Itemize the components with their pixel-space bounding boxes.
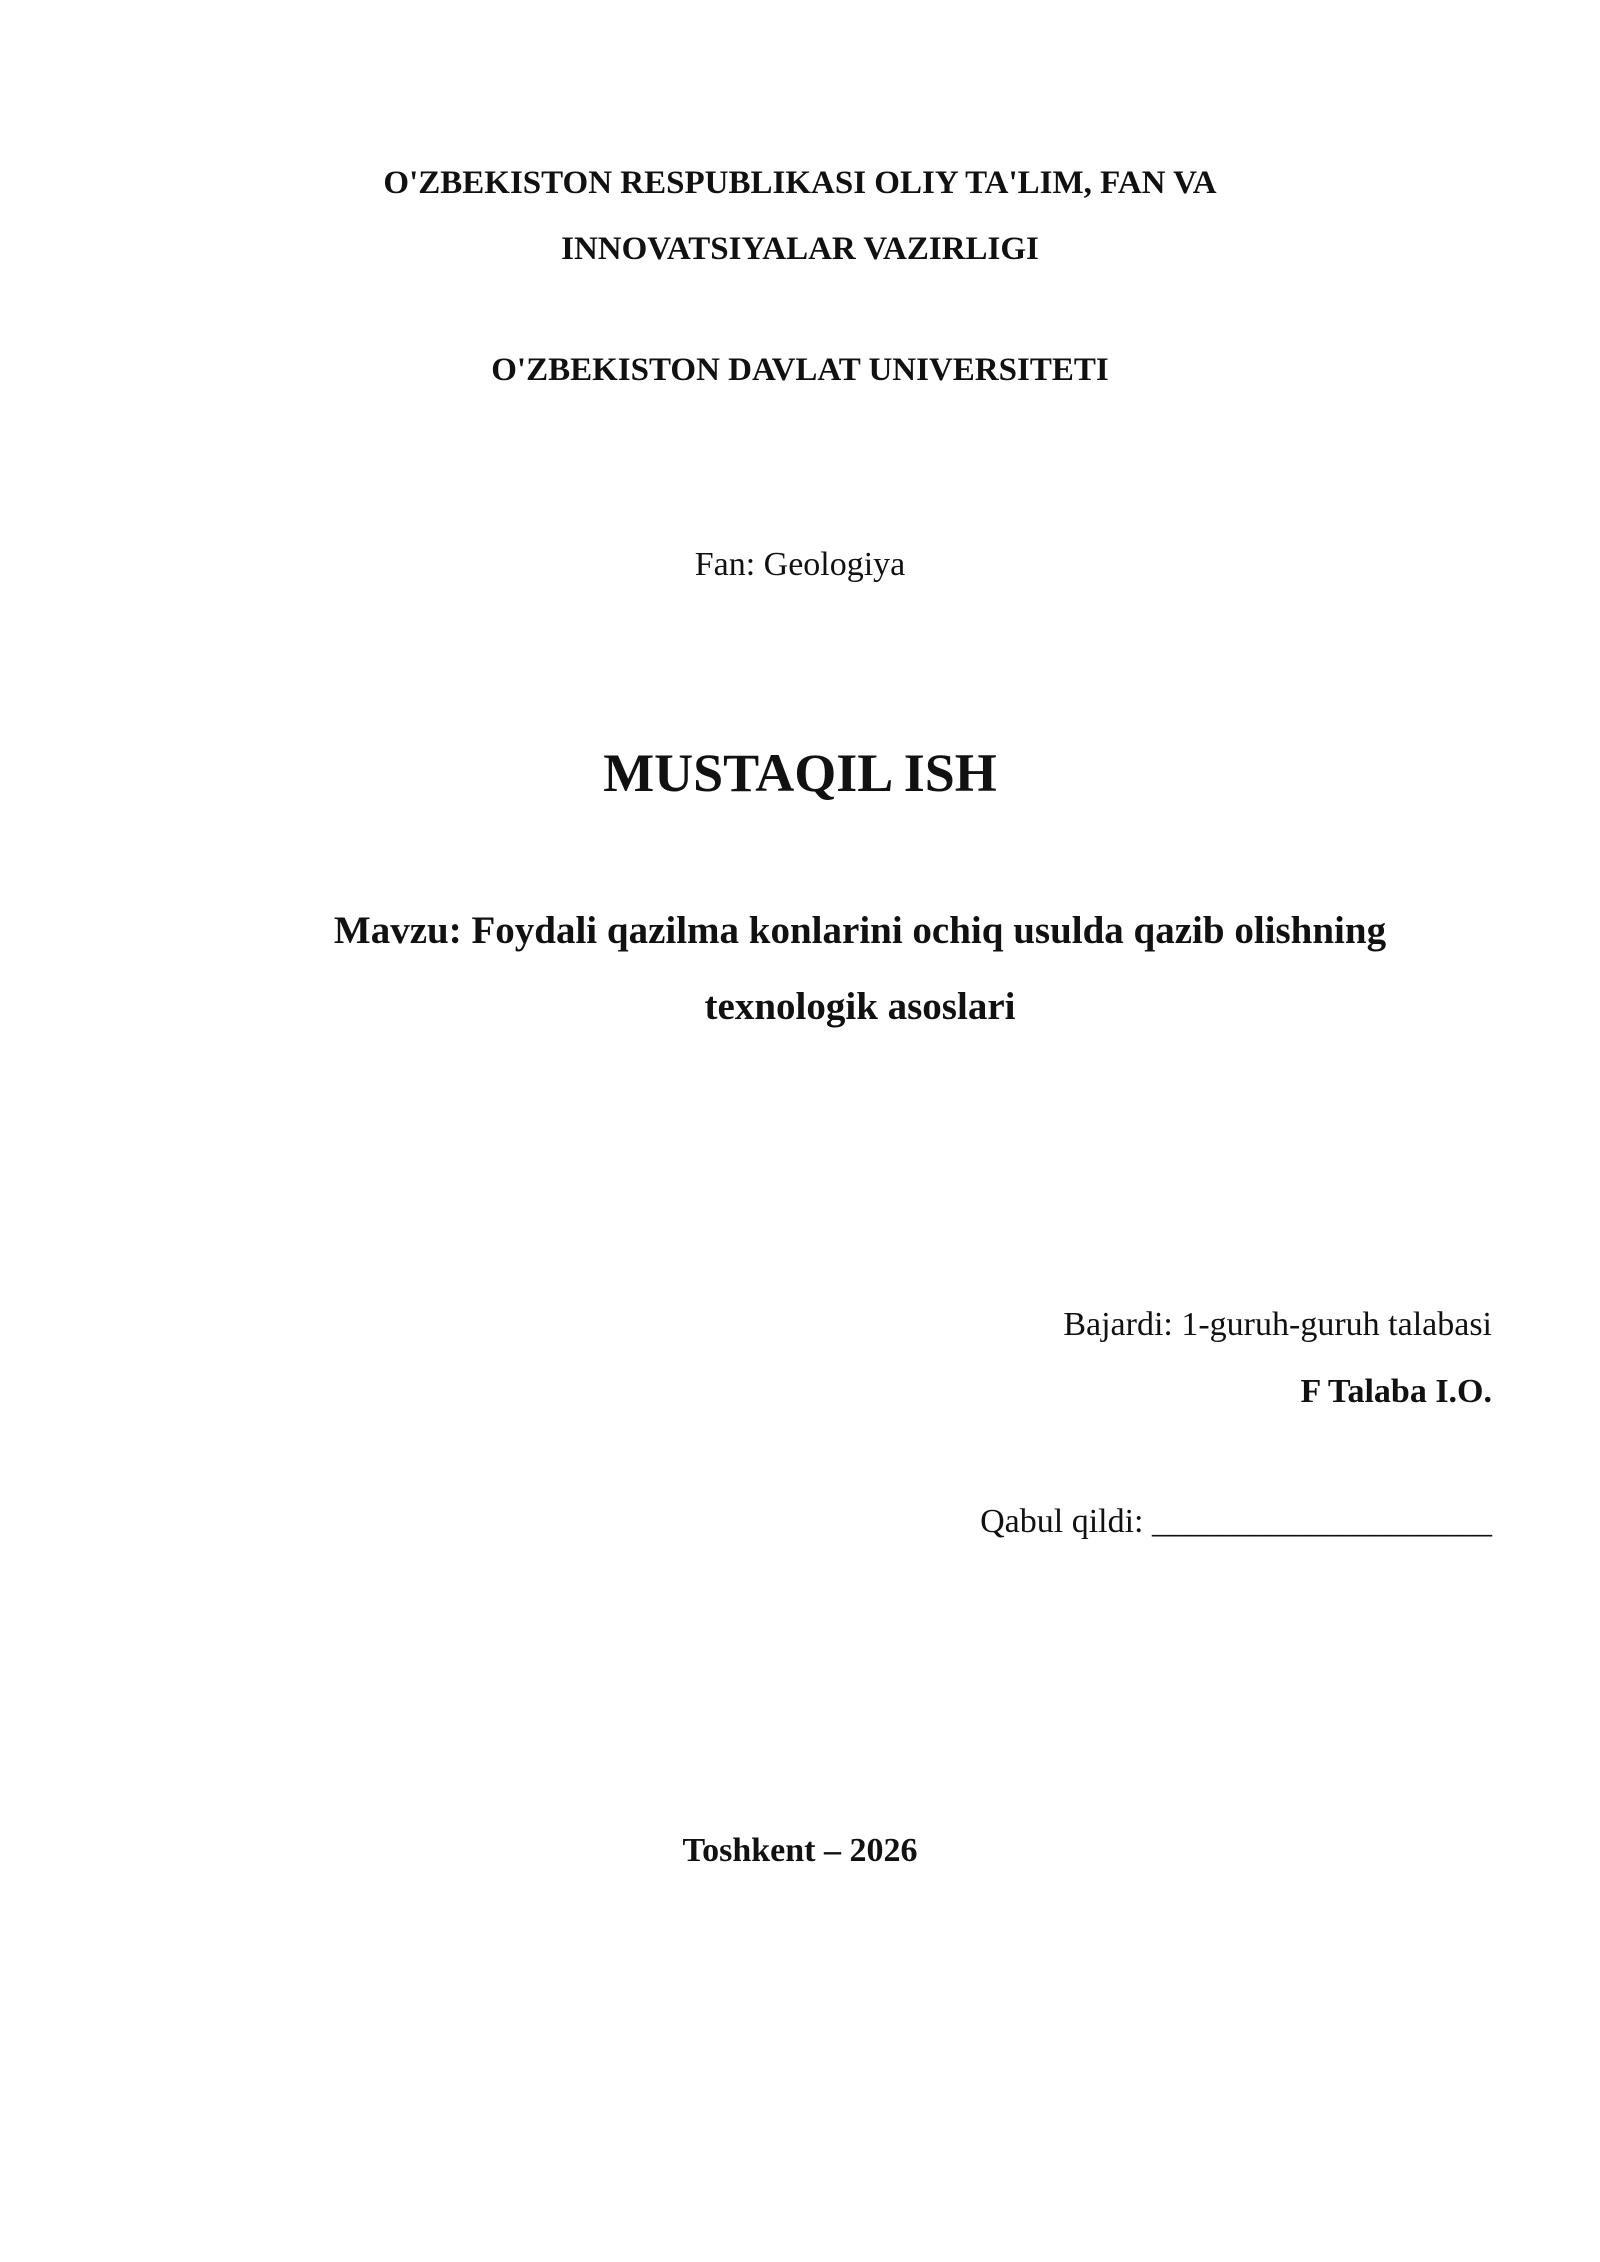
performer-label: Bajardi: 1-guruh-guruh talabasi: [1063, 1306, 1492, 1343]
ministry-heading-line-2: INNOVATSIYALAR VAZIRLIGI: [561, 231, 1039, 267]
accepted-by-label: Qabul qildi:: [980, 1503, 1152, 1540]
student-name: F Talaba I.O.: [1300, 1373, 1492, 1410]
ministry-heading: [0, 150, 1600, 282]
university-heading: O'ZBEKISTON DAVLAT UNIVERSITETI: [491, 352, 1109, 388]
city-year: Toshkent – 2026: [682, 1832, 918, 1869]
topic-line-1: Mavzu: Foydali qazilma konlarini ochiq usulda qazib olishning: [333, 909, 1387, 952]
topic-line-2: texnologik asoslari: [704, 985, 1016, 1028]
accepted-by-line: [980, 1497, 1492, 1547]
ministry-heading-line-1: O'ZBEKISTON RESPUBLIKASI OLIY TA'LIM, FAN VA: [383, 165, 1217, 201]
subject-line: Fan: Geologiya: [694, 546, 906, 583]
accepted-by-blank: ____________________: [1152, 1503, 1492, 1540]
document-title: MUSTAQIL ISH: [603, 743, 997, 803]
topic-heading: [260, 893, 1460, 1045]
